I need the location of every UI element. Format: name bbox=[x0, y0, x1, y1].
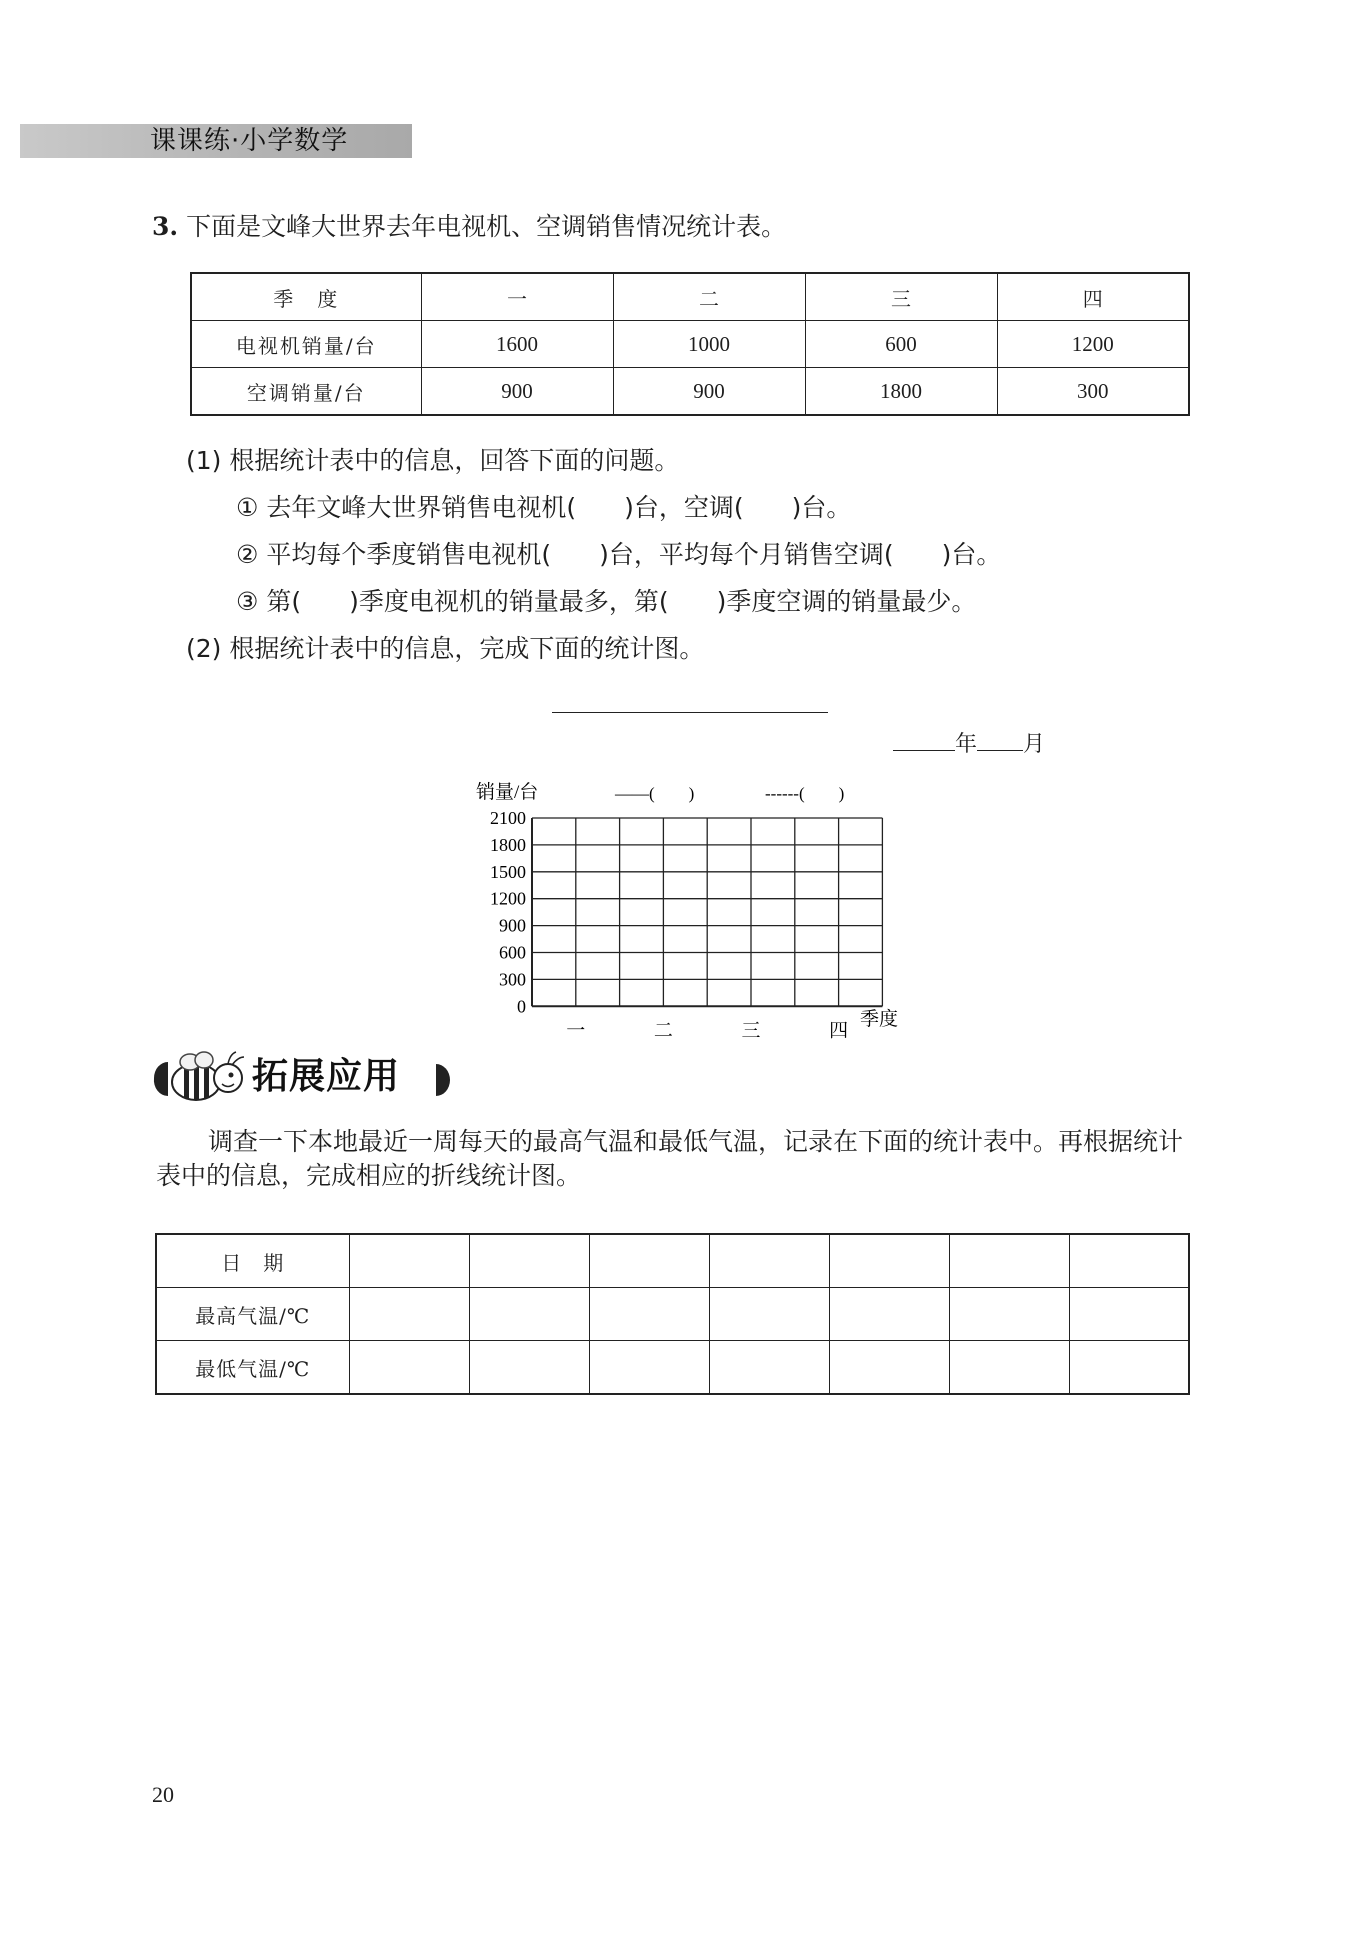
item-text: )台，空调( bbox=[624, 493, 744, 522]
grid bbox=[532, 818, 882, 1006]
year-label: 年 bbox=[955, 732, 978, 757]
y-tick-labels bbox=[490, 808, 526, 1016]
blank-cell[interactable] bbox=[709, 1341, 829, 1395]
item-text: ② 平均每个季度销售电视机( bbox=[236, 540, 552, 569]
header-cell: 二 bbox=[613, 273, 805, 321]
item-text: )台，平均每个月销售空调( bbox=[599, 540, 894, 569]
month-label: 月 bbox=[1023, 732, 1046, 757]
blank-cell[interactable] bbox=[949, 1288, 1069, 1341]
question-text: 下面是文峰大世界去年电视机、空调销售情况统计表。 bbox=[186, 212, 787, 241]
x-tick-label: 四 bbox=[829, 1020, 849, 1040]
table-row bbox=[156, 1234, 1189, 1288]
part-2-label: (2) 根据统计表中的信息，完成下面的统计图。 bbox=[186, 634, 705, 663]
item-text: )季度电视机的销量最多，第( bbox=[349, 587, 669, 616]
x-axis-label: 季度 bbox=[860, 1009, 899, 1030]
question-number: 3. bbox=[152, 212, 179, 241]
table-row bbox=[156, 1288, 1189, 1341]
y-tick-label: 300 bbox=[499, 969, 526, 990]
question-3-title bbox=[152, 210, 786, 244]
year-blank[interactable] bbox=[893, 730, 955, 751]
y-tick-label: 1800 bbox=[490, 834, 526, 855]
header-cell: 三 bbox=[805, 273, 997, 321]
table-cell: 900 bbox=[421, 368, 613, 416]
table-cell: 300 bbox=[997, 368, 1189, 416]
table-cell: 600 bbox=[805, 321, 997, 368]
row-label: 电视机销量/台 bbox=[191, 321, 421, 368]
x-tick-label: 三 bbox=[741, 1020, 761, 1040]
month-blank[interactable] bbox=[977, 730, 1023, 751]
table-row bbox=[156, 1341, 1189, 1395]
item-text: ③ 第( bbox=[236, 587, 302, 616]
blank-cell[interactable] bbox=[589, 1234, 709, 1288]
chart-date bbox=[893, 730, 1045, 760]
blank-cell[interactable] bbox=[349, 1288, 469, 1341]
question-item-1 bbox=[236, 491, 851, 525]
x-tick-labels bbox=[566, 1020, 848, 1040]
sales-table bbox=[190, 272, 1190, 416]
y-tick-label: 0 bbox=[517, 996, 526, 1017]
blank-cell[interactable] bbox=[1069, 1234, 1189, 1288]
part-1-label: (1) 根据统计表中的信息，回答下面的问题。 bbox=[186, 446, 680, 475]
row-label: 日 期 bbox=[156, 1234, 349, 1288]
table-cell: 1000 bbox=[613, 321, 805, 368]
table-cell: 900 bbox=[613, 368, 805, 416]
y-tick-label: 1200 bbox=[490, 888, 526, 909]
table-cell: 1200 bbox=[997, 321, 1189, 368]
table-row bbox=[191, 321, 1189, 368]
chart-title-blank[interactable] bbox=[552, 712, 828, 713]
table-cell: 1800 bbox=[805, 368, 997, 416]
y-tick-label: 1500 bbox=[490, 861, 526, 882]
y-tick-label: 900 bbox=[499, 915, 526, 936]
book-title: 课课练·小学数学 bbox=[150, 126, 349, 156]
blank-cell[interactable] bbox=[469, 1288, 589, 1341]
y-tick-label: 2100 bbox=[490, 808, 526, 828]
blank-cell[interactable] bbox=[1069, 1288, 1189, 1341]
blank-line-chart-grid bbox=[460, 770, 920, 1040]
extension-paragraph: 调查一下本地最近一周每天的最高气温和最低气温，记录在下面的统计表中。再根据统计表中的信息，完成相应的折线统计图。 bbox=[156, 1127, 1184, 1190]
header-cell: 四 bbox=[997, 273, 1189, 321]
blank-cell[interactable] bbox=[469, 1234, 589, 1288]
row-label: 空调销量/台 bbox=[191, 368, 421, 416]
blank-cell[interactable] bbox=[589, 1341, 709, 1395]
blank-cell[interactable] bbox=[469, 1341, 589, 1395]
table-cell: 1600 bbox=[421, 321, 613, 368]
blank-cell[interactable] bbox=[709, 1288, 829, 1341]
item-text: )季度空调的销量最少。 bbox=[716, 587, 977, 616]
question-item-2 bbox=[236, 538, 1001, 572]
item-text: ① 去年文峰大世界销售电视机( bbox=[236, 493, 577, 522]
blank-cell[interactable] bbox=[349, 1341, 469, 1395]
blank-cell[interactable] bbox=[349, 1234, 469, 1288]
legend-dashed-line: ------( ) bbox=[765, 784, 845, 803]
table-header-row bbox=[191, 273, 1189, 321]
section-title: 拓展应用 bbox=[252, 1056, 401, 1097]
y-axis-label: 销量/台 bbox=[476, 782, 539, 803]
header-cell: 一 bbox=[421, 273, 613, 321]
header-cell: 季 度 bbox=[191, 273, 421, 321]
question-item-3 bbox=[236, 585, 976, 619]
legend-solid-line: ——( ) bbox=[615, 784, 695, 803]
x-tick-label: 二 bbox=[653, 1020, 673, 1040]
blank-cell[interactable] bbox=[1069, 1341, 1189, 1395]
temperature-table bbox=[155, 1233, 1190, 1395]
blank-cell[interactable] bbox=[949, 1341, 1069, 1395]
item-text: )台。 bbox=[791, 493, 852, 522]
row-label: 最高气温/℃ bbox=[156, 1288, 349, 1341]
blank-cell[interactable] bbox=[829, 1234, 949, 1288]
page-number: 20 bbox=[152, 1782, 174, 1807]
y-tick-label: 600 bbox=[499, 942, 526, 963]
item-text: )台。 bbox=[941, 540, 1002, 569]
row-label: 最低气温/℃ bbox=[156, 1341, 349, 1395]
blank-cell[interactable] bbox=[589, 1288, 709, 1341]
blank-cell[interactable] bbox=[829, 1341, 949, 1395]
blank-cell[interactable] bbox=[829, 1288, 949, 1341]
x-tick-label: 一 bbox=[566, 1020, 586, 1040]
blank-cell[interactable] bbox=[709, 1234, 829, 1288]
table-row bbox=[191, 368, 1189, 416]
blank-cell[interactable] bbox=[949, 1234, 1069, 1288]
